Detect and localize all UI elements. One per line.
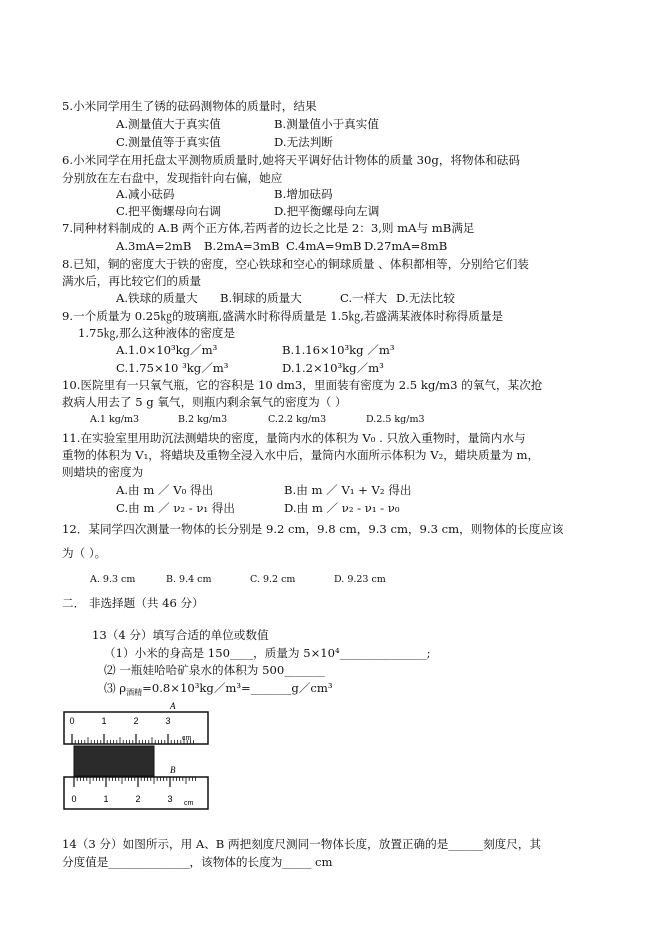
- section-two-title: 二． 非选择题（共 46 分）: [62, 596, 204, 610]
- q13-item-1: （1）小米的身高是 150____，质量为 5×10⁴_______________;: [104, 646, 431, 660]
- q6-option-a: A.减小砝码: [116, 187, 175, 201]
- q10-stem-line2: 救病人用去了 5 g 氧气，则瓶内剩余氧气的密度为（ ）: [62, 395, 347, 409]
- q7-option-b: B.2mA=3mB: [204, 239, 280, 253]
- q10-stem-line1: 10.医院里有一只氧气瓶，它的容积是 10 dm3，里面装有密度为 2.5 kg/m3 的氧气，某次抢: [62, 378, 543, 392]
- q6-option-b: B.增加砝码: [274, 187, 333, 201]
- q5-option-a: A.测量值大于真实值: [116, 117, 221, 131]
- q5-stem: 5.小米同学用生了锈的砝码测物体的质量时，结果: [62, 99, 317, 113]
- q9-stem-line2: 1.75㎏,那么这种液体的密度是: [78, 326, 236, 340]
- q8-stem-line2: 满水后，再比较它们的质量: [62, 274, 202, 288]
- ruler-b-tick-label-2: 2: [135, 794, 141, 804]
- ruler-b-label: B: [170, 765, 176, 775]
- q6-stem-line2: 分别放在左右盘中，发现指针向右偏，她应: [62, 171, 283, 185]
- q7-option-c: C.4mA=9mB: [286, 239, 362, 253]
- q9-stem-line1: 9.一个质量为 0.25㎏的玻璃瓶,盛满水时称得质量是 1.5㎏,若盛满某液体时称得质量是: [62, 309, 504, 323]
- q10-option-b: B.2 kg/m3: [178, 414, 228, 425]
- q11-option-d: D.由 m ／ ν₂ - ν₁ - ν₀: [284, 501, 400, 515]
- q12-stem-line2: 为（ ）。: [62, 546, 107, 560]
- q13-item-3-suffix: =0.8×10³kg／m³=_______g／cm³: [142, 681, 333, 695]
- q10-option-d: D.2.5 kg/m3: [366, 414, 425, 425]
- q12-stem-line1: 12．某同学四次测量一物体的长分别是 9.2 cm，9.8 cm，9.3 cm，9.3 cm，则物体的长度应该: [62, 522, 564, 536]
- ruler-figure: [62, 700, 212, 812]
- q5-option-d: D.无法判断: [274, 135, 333, 149]
- q13-item-2: ⑵ 一瓶娃哈哈矿泉水的体积为 500_______: [104, 663, 325, 677]
- q9-option-b: B.1.16×10³kg ／m³: [282, 343, 395, 357]
- ruler-figure-svg: [62, 700, 212, 812]
- q10-option-a: A.1 kg/m3: [90, 414, 140, 425]
- q9-option-d: D.1.2×10³kg／m³: [282, 361, 384, 375]
- ruler-a-unit: cm: [182, 735, 192, 742]
- q7-option-a: A.3mA=2mB: [116, 239, 192, 253]
- q11-stem-line1: 11.在实验室里用助沉法测蜡块的密度，量筒内水的体积为 V₀ . 只放入重物时，量筒内水与: [62, 431, 526, 445]
- q12-option-c: C. 9.2 cm: [250, 574, 296, 585]
- q8-stem-line1: 8.已知，铜的密度大于铁的密度，空心铁球和空心的铜球质量 、体积都相等，分别给它们装: [62, 257, 529, 271]
- q8-option-b: B.铜球的质量大: [220, 291, 302, 305]
- ruler-a-label: A: [170, 701, 176, 711]
- ruler-b-unit: cm: [184, 800, 194, 807]
- q12-option-d: D. 9.23 cm: [334, 574, 386, 585]
- q10-option-c: C.2.2 kg/m3: [268, 414, 327, 425]
- q13-item-3-subscript: 酒精: [126, 688, 143, 697]
- q11-option-a: A.由 m ／ V₀ 得出: [116, 483, 214, 497]
- ruler-b-tick-label-3: 3: [167, 794, 173, 804]
- q11-option-c: C.由 m ／ ν₂ - ν₁ 得出: [116, 501, 235, 515]
- q13-stem: 13（4 分）填写合适的单位或数值: [92, 628, 269, 642]
- q8-option-a: A.铁球的质量大: [116, 291, 198, 305]
- q7-option-d: D.27mA=8mB: [364, 239, 448, 253]
- q9-option-a: A.1.0×10³kg／m³: [116, 343, 218, 357]
- ruler-a-tick-label-2: 2: [133, 716, 139, 726]
- q12-option-a: A. 9.3 cm: [90, 574, 136, 585]
- q8-option-d: D.无法比较: [396, 291, 455, 305]
- q11-stem-line3: 则蜡块的密度为: [62, 465, 144, 479]
- q6-stem-line1: 6.小米同学在用托盘太平测物质质量时,她将天平调好估计物体的质量 30g，将物体和砝码: [62, 153, 520, 167]
- q12-option-b: B. 9.4 cm: [166, 574, 212, 585]
- ruler-a-tick-label-3: 3: [165, 716, 171, 726]
- q13-item-3: [104, 680, 333, 701]
- q5-option-c: C.测量值等于真实值: [116, 135, 221, 149]
- ruler-b-tick-label-1: 1: [103, 794, 109, 804]
- ruler-a-tick-label-0: 0: [69, 716, 75, 726]
- ruler-a-tick-label-1: 1: [101, 716, 107, 726]
- q14-stem-line1: 14（3 分）如图所示，用 A、B 两把刻度尺测同一物体长度，放置正确的是______刻度尺，其: [62, 837, 542, 851]
- q7-stem: 7.同种材料制成的 A.B 两个正方体,若两者的边长之比是 2：3,则 mA与 mB满足: [62, 221, 475, 235]
- q6-option-c: C.把平衡螺母向右调: [116, 204, 221, 218]
- q8-option-c: C.一样大: [340, 291, 387, 305]
- q11-stem-line2: 重物的体积为 V₁，将蜡块及重物全浸入水中后，量筒内水面所示体积为 V₂，蜡块质量为 m，: [62, 448, 540, 462]
- q5-option-b: B.测量值小于真实值: [274, 117, 379, 131]
- q9-option-c: C.1.75×10 ³kg／m³: [116, 361, 229, 375]
- q11-option-b: B.由 m ／ V₁ + V₂ 得出: [284, 483, 412, 497]
- q13-item-3-prefix: ⑶ ρ: [104, 681, 127, 695]
- ruler-b-tick-label-0: 0: [71, 794, 77, 804]
- q6-option-d: D.把平衡螺母向左调: [274, 204, 380, 218]
- measured-object: [74, 746, 154, 776]
- q14-stem-line2: 分度值是______________，该物体的长度为_____ cm: [62, 855, 333, 869]
